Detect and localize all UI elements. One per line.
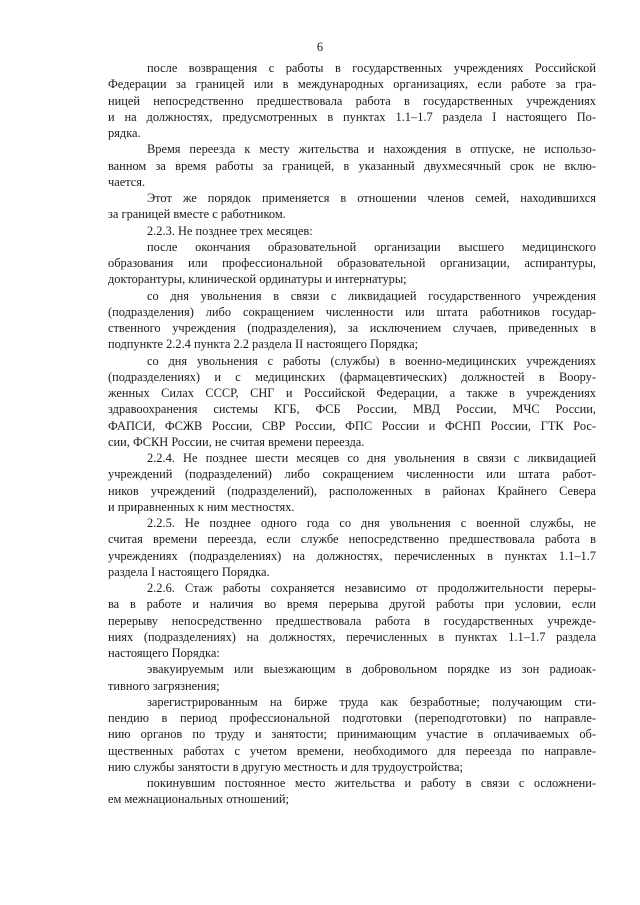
text-line: сии, ФСКН России, не считая времени переезда.	[108, 434, 365, 449]
text-line: считая времени переезда, если службе непосредственно предшествовала работа в	[108, 532, 596, 547]
text-line: рядка.	[108, 126, 141, 140]
text-line: ва в работе и наличия во время перерыва другой работы при условии, если	[108, 597, 596, 612]
text-line: покинувшим постоянное место жительства и работу в связи с осложнени-	[147, 776, 596, 790]
text-line: ФАПСИ, ФСЖВ России, СВР России, ФПС России и ФСНП России, ГТК Рос-	[108, 418, 596, 433]
text-line: ванном за время работы за границей, в указанный двухмесячный срок не вклю-	[108, 158, 596, 173]
text-line: эвакуируемым или выезжающим в добровольном порядке из зон радиоак-	[147, 662, 596, 677]
text-line: настоящего Порядка:	[108, 646, 220, 660]
text-line: учреждениях (подразделениях) на должностях, перечисленных в пунктах 1.1–1.7	[108, 548, 596, 563]
text-line: 2.2.3. Не позднее трех месяцев:	[147, 223, 313, 238]
text-line: и на должностях, предусмотренных в пунктах 1.1–1.7 раздела I настоящего По-	[108, 109, 596, 124]
text-line: (подразделениях) и с медицинских (фармацевтических) должностей в Воору-	[108, 369, 596, 384]
text-line: учреждений (подразделений) либо сокращением численности или штата работ-	[108, 467, 596, 482]
text-line: 2.2.6. Стаж работы сохраняется независимо от продолжительности переры-	[147, 581, 596, 595]
text-line: чается.	[108, 174, 146, 189]
text-line: перерыву непосредственно предшествовала работа в государственных учрежде-	[108, 613, 596, 628]
text-line: Этот же порядок применяется в отношении членов семей, находившихся	[147, 191, 596, 205]
text-line: докторантуры, клинической ординатуры и интернатуры;	[108, 272, 407, 287]
text-line: пендию в период профессиональной подготовки (переподготовки) по направле-	[108, 711, 596, 725]
text-line: нию органов по труду и занятости; принимающим участие в оплачиваемых об-	[108, 727, 596, 742]
text-line: за границей вместе с работником.	[108, 207, 286, 222]
text-line: после окончания образовательной организации высшего медицинского	[147, 239, 596, 254]
text-line: щественных работах с учетом времени, необходимого для переезда по направле-	[108, 743, 596, 758]
text-line: раздела I настоящего Порядка.	[108, 564, 270, 579]
text-line: ников учреждений (подразделений), расположенных в районах Крайнего Севера	[108, 483, 596, 498]
text-line: ем межнациональных отношений;	[108, 792, 289, 807]
text-line: 2.2.4. Не позднее шести месяцев со дня увольнения в связи с ликвидацией	[147, 451, 596, 465]
text-line: со дня увольнения в связи с ликвидацией государственного учреждения	[147, 288, 596, 303]
text-line: образования или профессиональной образовательной организации, аспирантуры,	[108, 256, 596, 270]
text-line: ственного учреждения (подразделения), за исключением случаев, приведенных в	[108, 321, 596, 335]
text-line: подпункте 2.2.4 пункта 2.2 раздела II настоящего Порядка;	[108, 337, 419, 352]
text-line: (подразделения) либо сокращением численности или штата работников государ-	[108, 304, 596, 319]
text-line: ницей непосредственно предшествовала работа в государственных учреждениях	[108, 93, 596, 108]
text-line: Федерации за границей или в международных организациях, если работе за гра-	[108, 77, 596, 92]
text-line: и приравненных к ним местностях.	[108, 499, 295, 514]
text-line: Время переезда к месту жительства и нахождения в отпуске, не использо-	[147, 142, 596, 157]
text-line: женных Силах СССР, СНГ и Российской Федерации, а также в учреждениях	[108, 386, 596, 400]
text-line: здравоохранения системы КГБ, ФСБ России, МВД России, МЧС России,	[108, 402, 596, 417]
page-number: 6	[316, 40, 324, 54]
text-line: со дня увольнения с работы (службы) в военно-медицинских учреждениях	[147, 353, 596, 368]
text-line: 2.2.5. Не позднее одного года со дня увольнения с военной службы, не	[147, 516, 596, 530]
text-line: ниях (подразделениях) на должностях, перечисленных в пунктах 1.1–1.7 раздела	[108, 629, 596, 644]
text-line: нию службы занятости в другую местность и для трудоустройства;	[108, 759, 463, 774]
text-line: после возвращения с работы в государственных учреждениях Российской	[147, 61, 596, 75]
text-line: тивного загрязнения;	[108, 678, 220, 693]
text-line: зарегистрированным на бирже труда как безработные; получающим сти-	[147, 694, 596, 709]
